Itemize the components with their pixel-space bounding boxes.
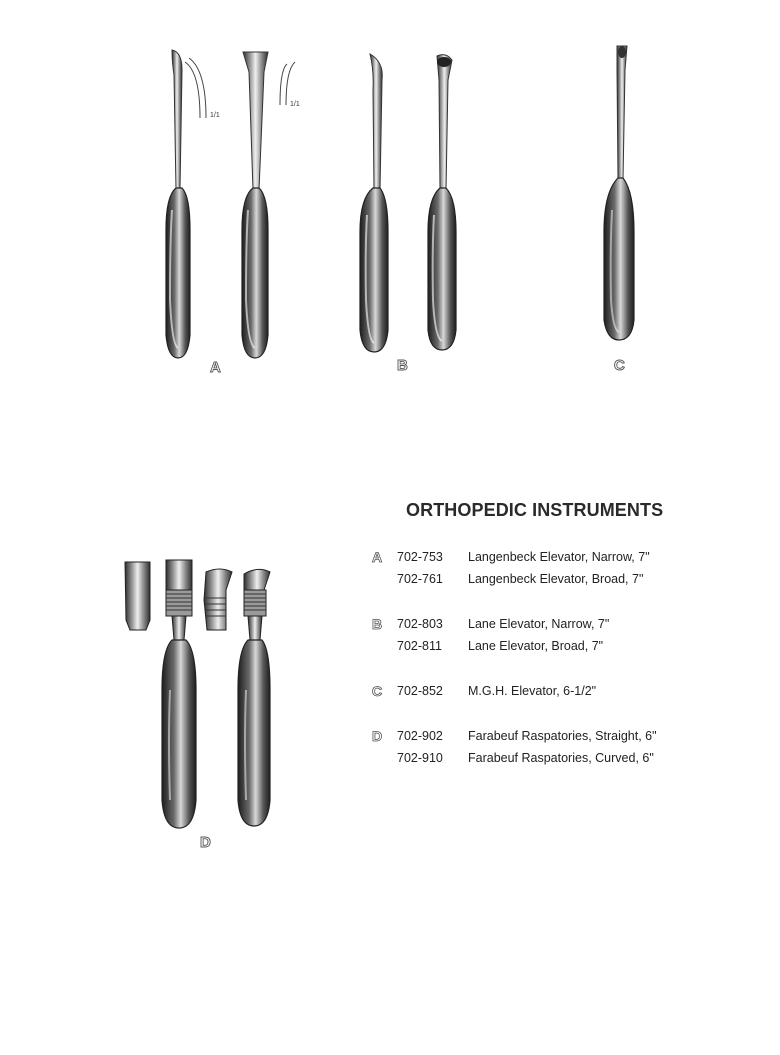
item-code: 702-811 <box>397 639 442 653</box>
group-letter-a: A <box>372 549 383 565</box>
catalog-row <box>372 680 702 702</box>
item-description: Lane Elevator, Narrow, 7" <box>468 617 610 631</box>
catalog-list <box>372 546 702 792</box>
raspatory-straight-head-illustration <box>125 562 150 630</box>
elevator-c-illustration <box>604 46 634 340</box>
figure-label-d: D <box>200 834 211 851</box>
catalog-row <box>372 635 702 657</box>
catalog-group-b <box>372 613 702 657</box>
item-code: 702-902 <box>397 729 443 743</box>
raspatory-curved-illustration <box>238 569 270 826</box>
item-code: 702-753 <box>397 550 443 564</box>
figure-label-a: A <box>210 359 221 376</box>
item-code: 702-852 <box>397 684 443 698</box>
group-letter-d: D <box>372 728 383 744</box>
scale-label-a-narrow: 1/1 <box>210 112 220 119</box>
elevator-b-narrow-illustration <box>360 54 388 352</box>
item-description: M.G.H. Elevator, 6-1/2" <box>468 684 597 698</box>
catalog-row <box>372 568 702 590</box>
catalog-group-a <box>372 546 702 590</box>
section-title: ORTHOPEDIC INSTRUMENTS <box>406 500 664 520</box>
item-code: 702-761 <box>397 572 443 586</box>
elevator-a-narrow-illustration <box>166 50 206 358</box>
item-description: Farabeuf Raspatories, Straight, 6" <box>468 729 657 743</box>
catalog-group-c <box>372 680 702 702</box>
raspatory-curved-head-illustration <box>204 569 232 630</box>
catalog-row <box>372 546 702 568</box>
raspatory-straight-illustration <box>162 560 196 828</box>
figure-label-b: B <box>397 357 408 374</box>
figure-label-c: C <box>614 357 625 374</box>
item-description: Farabeuf Raspatories, Curved, 6" <box>468 751 654 765</box>
catalog-group-d <box>372 725 702 769</box>
item-description: Lane Elevator, Broad, 7" <box>468 639 604 653</box>
scale-label-a-broad: 1/1 <box>290 101 300 108</box>
item-description: Langenbeck Elevator, Broad, 7" <box>468 572 644 586</box>
item-code: 702-803 <box>397 617 443 631</box>
group-letter-c: C <box>372 683 383 699</box>
item-description: Langenbeck Elevator, Narrow, 7" <box>468 550 650 564</box>
catalog-row <box>372 725 702 747</box>
catalog-row <box>372 747 702 769</box>
catalog-row <box>372 613 702 635</box>
elevator-a-broad-illustration <box>242 52 295 358</box>
group-letter-b: B <box>372 616 383 632</box>
item-code: 702-910 <box>397 751 443 765</box>
elevator-b-broad-illustration <box>428 55 456 350</box>
